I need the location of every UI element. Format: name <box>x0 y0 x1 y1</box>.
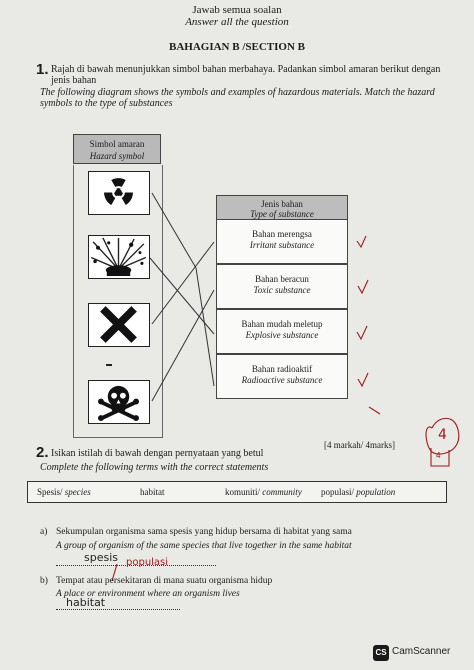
q1-text-en: The following diagram shows the symbols and examples of hazardous materials. Match the hazard symbols to the type of substances <box>40 87 435 109</box>
term-en: species <box>64 487 91 497</box>
tick-3 <box>357 326 367 339</box>
hazard-header-en: Hazard symbol <box>89 151 145 161</box>
q2-number: 2. <box>36 444 49 461</box>
substance-header-ms: Jenis bahan <box>261 199 303 209</box>
substance-en: Explosive substance <box>245 330 319 340</box>
match-line-irritant <box>152 242 214 324</box>
score-tag: 4 <box>436 451 441 460</box>
substance-en: Toxic substance <box>253 285 311 295</box>
q2-text-en: Complete the following terms with the correct statements <box>40 462 269 473</box>
answer-a-handwritten: spesis <box>84 551 118 564</box>
item-a-text-ms: Sekumpulan organisma sama spesis yang hidup bersama di habitat yang sama <box>56 527 352 537</box>
term-species <box>37 487 91 497</box>
item-b-text-ms: Tempat atau persekitaran di mana suatu organisma hidup <box>56 576 273 586</box>
q2-text-ms: Isikan istilah di bawah dengan pernyataan yang betul <box>51 448 264 459</box>
term-population <box>321 487 395 497</box>
item-a-text-en: A group of organism of the same species that live together in the same habitat <box>56 541 352 551</box>
item-a-label: a) <box>40 527 48 537</box>
substance-en: Irritant substance <box>249 240 315 250</box>
substance-ms: Bahan merengsa <box>252 229 312 239</box>
tick-4 <box>358 373 368 386</box>
term-en: population <box>356 487 396 497</box>
hazard-header-ms: Simbol amaran <box>89 139 145 149</box>
camscanner-logo: CS <box>373 645 389 661</box>
substance-ms: Bahan beracun <box>255 274 309 284</box>
terms-box <box>27 481 447 503</box>
match-line-skull <box>152 290 214 401</box>
answer-line-b <box>56 609 180 610</box>
tick-1 <box>357 236 366 247</box>
item-b-label: b) <box>40 576 48 586</box>
answer-b-handwritten: habitat <box>66 596 106 609</box>
item-b-text-en: A place or environment where an organism lives <box>56 589 240 599</box>
camscanner-watermark: CamScanner <box>392 646 451 657</box>
section-title: BAHAGIAN B /SECTION B <box>168 41 305 53</box>
marks-label: [4 markah/ 4marks] <box>324 440 395 450</box>
tick-2 <box>358 280 368 293</box>
substance-en: Radioactive substance <box>241 375 323 385</box>
instruction-ms: Jawab semua soalan <box>192 4 282 16</box>
term-ms: populasi/ <box>321 487 354 497</box>
match-line-explosive <box>150 258 214 334</box>
answer-a-correction: populasi <box>126 557 169 568</box>
substance-ms: Bahan radioaktif <box>251 364 313 374</box>
term-ms: Spesis/ <box>37 487 63 497</box>
term-habitat: habitat <box>140 487 165 497</box>
instruction-en: Answer all the question <box>185 16 289 28</box>
q1-number: 1. <box>36 61 49 78</box>
match-line-radioactive <box>152 193 214 386</box>
substance-header-en: Type of substance <box>250 209 314 219</box>
handwritten-score: 4 <box>438 427 447 443</box>
term-ms: komuniti/ <box>225 487 261 497</box>
substance-ms: Bahan mudah meletup <box>241 319 323 329</box>
term-en: community <box>262 487 302 497</box>
term-community <box>225 487 302 497</box>
q1-text-ms: Rajah di bawah menunjukkan simbol bahan merbahaya. Padankan simbol amaran berikut dengan jenis bahan <box>51 64 441 86</box>
red-score-stroke <box>369 407 380 414</box>
